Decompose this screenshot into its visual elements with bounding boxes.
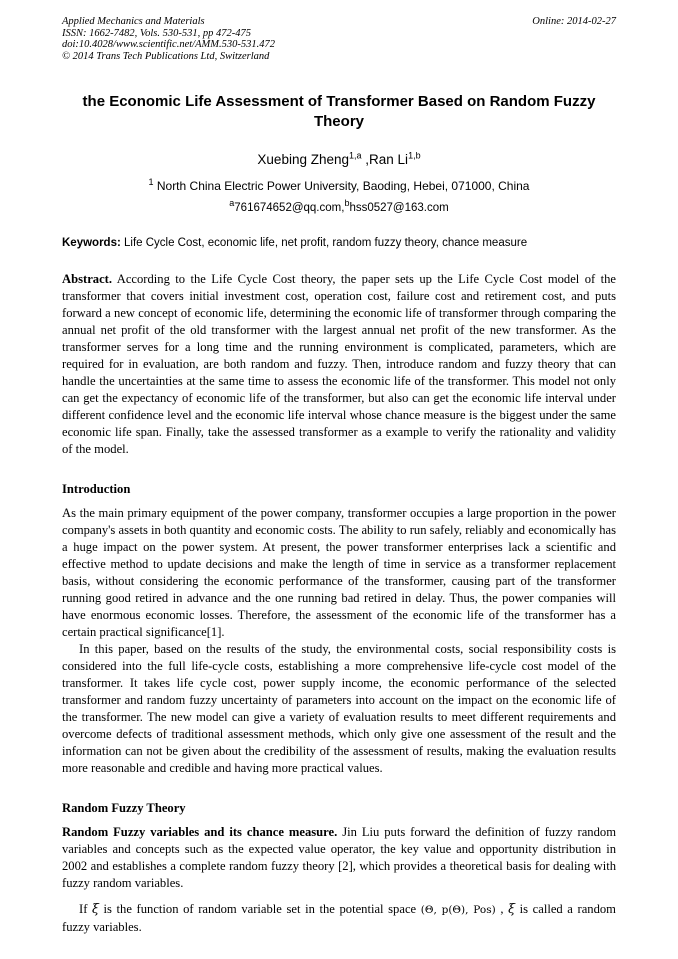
doi-line: doi:10.4028/www.scientific.net/AMM.530-531.472: [62, 39, 275, 50]
rf2-part1: If: [79, 902, 92, 916]
journal-name: Applied Mechanics and Materials: [62, 16, 205, 27]
paper-title: the Economic Life Assessment of Transformer Based on Random Fuzzy Theory: [82, 93, 596, 130]
author-separator: ,: [361, 152, 370, 167]
section-heading-random-fuzzy-theory: Random Fuzzy Theory: [62, 801, 186, 815]
author2-name: Ran Li: [369, 152, 409, 167]
journal-header: [62, 16, 616, 62]
author2-superscript: 1,b: [408, 150, 421, 161]
email-b-superscript: b: [344, 198, 350, 209]
random-fuzzy-subheading: Random Fuzzy variables and its chance measure.: [62, 825, 338, 839]
section-heading-introduction: Introduction: [62, 482, 131, 496]
keywords-line: [62, 236, 616, 251]
abstract-label: Abstract.: [62, 272, 113, 286]
issn-line: ISSN: 1662-7482, Vols. 530-531, pp 472-475: [62, 27, 251, 39]
rf2-part4: is called a random fuzzy variables.: [62, 902, 616, 934]
random-fuzzy-paragraph-1: [62, 824, 616, 892]
abstract-paragraph: [62, 271, 616, 458]
affiliation-text: North China Electric Power University, Baoding, Hebei, 071000, China: [153, 179, 530, 193]
online-date: Online: 2014-02-27: [532, 16, 616, 27]
authors-line: [62, 152, 616, 167]
email-a: 761674652@qq.com,: [234, 202, 345, 214]
rf2-part3: ,: [495, 902, 509, 916]
random-fuzzy-paragraph-2: [62, 900, 616, 936]
introduction-paragraph-2: In this paper, based on the results of the study, the environmental costs, social responsibility costs is considered into the full life-cycle costs, establishing a more comprehensive life-cycle cost model of the transformer. It takes life cycle cost, power supply income, the economic performance of the selected transformer and random fuzzy uncertainty of parameters into account on the impact on the economic life of the transformer. The new model can give a variety of evaluation results to meet different requirements and overcome defects of traditional assessment methods, which only give one assessment of the result and the information can not be given about the credibility of the assessment of results, making the evaluation results more reasonable and credible and having more practical values.: [62, 642, 616, 775]
random-fuzzy-paragraph-1-text: Jin Liu puts forward the definition of fuzzy random variables and concepts such as the expected value operator, the key value and opportunity distribution in 2002 and establishes a complete random fuzzy theory [2], which provides a theoretical basis for dealing with fuzzy random variables.: [62, 825, 616, 890]
keywords-text: Life Cycle Cost, economic life, net profit, random fuzzy theory, chance measure: [120, 237, 528, 249]
xi-symbol-2: ξ: [508, 901, 516, 916]
introduction-paragraph-1: As the main primary equipment of the power company, transformer occupies a large proportion in the power company's assets in both quantity and economic costs. The ability to run safely, reliably and economically has a huge impact on the power system. At present, the power transformer enterprises lack a scientific and effective method to update decisions and make the length of time in service as a transformer replacement basis, without considering the economic performance of the transformer, causing part of the transformer running good retired in advance and the one running bad retired in delay. Thus, the power companies will have enormous economic losses. Therefore, the assessment of the economic life of the transformer has a certain practical significance[1].: [62, 506, 616, 639]
potential-space-formula: (Θ, p(Θ), Pos): [420, 904, 496, 916]
xi-symbol: ξ: [92, 901, 99, 916]
author1-name: Xuebing Zheng: [257, 152, 349, 167]
copyright-line: © 2014 Trans Tech Publications Ltd, Switzerland: [62, 50, 270, 62]
email-b: hss0527@163.com: [349, 202, 449, 214]
abstract-text: According to the Life Cycle Cost theory, the paper sets up the Life Cycle Cost model of the transformer that covers initial investment cost, operation cost, failure cost and retirement cost, and puts forward a new concept of economic life, determining the economic life of transformer through comparing the annual net profit of the old transformer with the largest annual net profit of the new transformer. As the transformer serves for a long time and the running environment is complicated, parameters, which are required for in evaluation, are both random and fuzzy. Then, introduce random and fuzzy theory that can handle the uncertainties at the same time to assess the economic life of the transformer. This model not only can get the expectancy of economic life of the transformer, but also can get the economic life interval under different confidence level and the economic life interval whose chance measure is the biggest under the same economic life span. Finally, take the assessed transformer as a example to verify the rationality and validity of the model.: [62, 272, 616, 456]
affiliation-line: [62, 179, 616, 193]
rf2-part2: is the function of random variable set in the potential space: [98, 902, 421, 916]
emails-line: [62, 198, 616, 214]
keywords-label: Keywords:: [62, 237, 121, 249]
author1-superscript: 1,a: [349, 150, 362, 161]
email-a-superscript: a: [229, 198, 235, 209]
affiliation-superscript: 1: [148, 177, 154, 187]
